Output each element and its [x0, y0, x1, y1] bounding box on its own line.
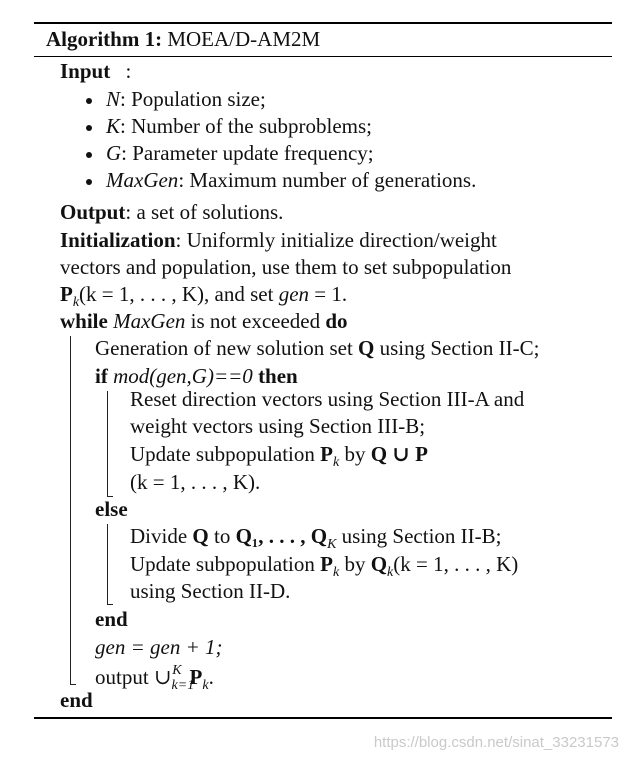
title-rule [34, 56, 612, 57]
kw-do: do [325, 309, 348, 333]
kw-end-if: end [95, 607, 128, 631]
init-line-1 [60, 227, 497, 253]
algorithm-title [46, 26, 320, 52]
bullet [86, 152, 92, 158]
math-q: Q [358, 336, 375, 360]
math-q: Q [192, 524, 209, 548]
math-p: P [189, 665, 203, 689]
bullet [86, 179, 92, 185]
while-bar [70, 336, 71, 684]
math-p: P [60, 282, 73, 306]
math-sub: k [202, 678, 209, 694]
reset-line-1 [130, 386, 524, 412]
math-sub: k [332, 565, 340, 581]
while-bar-tick [70, 684, 76, 685]
init-text: : Uniformly initialize direction/weight [175, 228, 497, 252]
update-text: by [344, 442, 366, 466]
reset-text: weight vectors using Section III-B; [130, 414, 426, 438]
algorithm-label: Algorithm 1: [46, 27, 163, 51]
algorithm-name: MOEA/D-AM2M [167, 27, 321, 51]
bullet [86, 98, 92, 104]
generation-line [95, 335, 539, 361]
input-heading [60, 58, 131, 84]
gen-increment: gen = gen + 1; [95, 635, 223, 659]
top-rule [34, 22, 612, 24]
gen-increment-line [95, 634, 222, 660]
watermark: https://blog.csdn.net/sinat_33231573 [373, 734, 619, 751]
period: . [208, 665, 214, 689]
input-item-g [106, 140, 374, 166]
kw-else: else [95, 497, 128, 521]
input-colon: : [125, 59, 132, 83]
kw-end: end [60, 688, 93, 712]
while-line [60, 308, 348, 334]
output-line [60, 199, 283, 225]
divide-text: Divide [130, 524, 188, 548]
kw-then: then [258, 364, 298, 388]
else-line [95, 496, 128, 522]
if-cond: mod(gen,G)==0 [113, 364, 253, 388]
end-while-line [60, 687, 93, 713]
math-gen: gen [278, 282, 310, 306]
while-cond-text: is not exceeded [190, 309, 321, 333]
input-desc: : Population size; [120, 87, 266, 111]
input-item-k [106, 113, 372, 139]
union-symbol: $\cup_{k=1}^K$ [153, 663, 195, 694]
output-union-line [95, 660, 214, 699]
update-text: using Section II-D. [130, 579, 291, 603]
output-text: : a set of solutions. [125, 200, 284, 224]
else-bar-tick [107, 604, 113, 605]
output-word: output [95, 665, 149, 689]
init-text: vectors and population, use them to set subpopulation [60, 255, 512, 279]
generation-text: using Section II-C; [379, 336, 540, 360]
kw-if: if [95, 364, 108, 388]
while-cond: MaxGen [113, 309, 186, 333]
update2-line-2 [130, 578, 290, 604]
input-item-n [106, 86, 266, 112]
input-symbol: K [106, 114, 121, 138]
update-text: by [344, 552, 366, 576]
math-p: P [320, 442, 333, 466]
input-keyword: Input [60, 59, 111, 83]
update-text: Update subpopulation [130, 442, 315, 466]
reset-text: Reset direction vectors using Section III-A and [130, 387, 525, 411]
math-sub: K [327, 537, 337, 553]
update-range: (k = 1, . . . , K). [130, 470, 261, 494]
math-sub: k [387, 565, 394, 581]
divide-text: using Section II-B; [341, 524, 502, 548]
input-symbol: N [106, 87, 121, 111]
math-q-union-p: Q ∪ P [370, 442, 428, 466]
input-item-maxgen [106, 167, 476, 193]
end-if-line [95, 606, 128, 632]
divide-text: to [214, 524, 231, 548]
update-text: Update subpopulation [130, 552, 315, 576]
input-desc: : Number of the subproblems; [120, 114, 372, 138]
init-text: (k = 1, . . . , K), and set [79, 282, 274, 306]
bullet [86, 125, 92, 131]
input-symbol: G [106, 141, 122, 165]
input-desc: : Parameter update frequency; [121, 141, 374, 165]
init-text: = 1. [314, 282, 348, 306]
math-q: Q [370, 552, 388, 576]
input-symbol: MaxGen [106, 168, 179, 192]
update-line-2 [130, 469, 260, 495]
else-bar [107, 524, 108, 604]
then-bar [107, 391, 108, 496]
math-sub: k [72, 295, 80, 311]
math-q-range: Q₁, . . . , Q [235, 524, 328, 548]
output-keyword: Output [60, 200, 126, 224]
math-p: P [320, 552, 333, 576]
bottom-rule [34, 717, 612, 719]
init-line-2 [60, 254, 511, 280]
input-desc: : Maximum number of generations. [178, 168, 477, 192]
update-range: (k = 1, . . . , K) [393, 552, 519, 576]
reset-line-2 [130, 413, 425, 439]
init-keyword: Initialization [60, 228, 176, 252]
math-sub: k [332, 455, 340, 471]
kw-while: while [60, 309, 108, 333]
generation-text: Generation of new solution set [95, 336, 353, 360]
